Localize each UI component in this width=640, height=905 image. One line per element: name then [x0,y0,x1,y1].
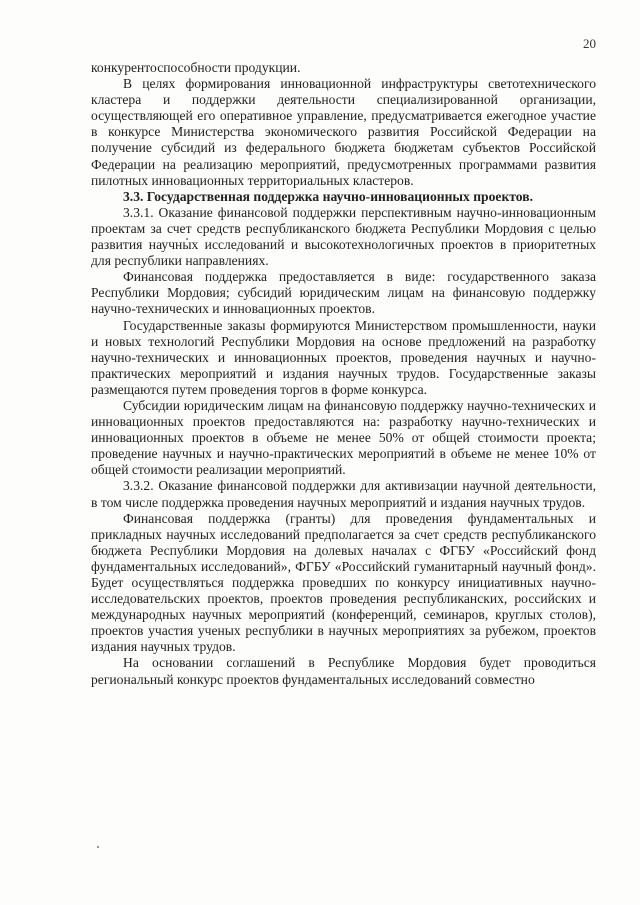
section-heading: 3.3. Государственная поддержка научно-инновационных проектов. [123,188,533,204]
paragraph: В целях формирования инновационной инфраструктуры светотехнического кластера и поддержки деятельности специализированной организации, осуществляющей его оперативное управление, предусматривается ежегодное участие в конкурсе Министерства экономического развития Российской Федерации на получение субсидий из федерального бюджета бюджетам субъектов Российской Федерации на реализацию мероприятий, предусмотренных программами развития пилотных инновационных территориальных кластеров. [91,76,596,188]
paragraph: Финансовая поддержка (гранты) для проведения фундаментальных и прикладных научных исследований предполагается за счет средств республиканского бюджета Республики Мордовия на долевых началах с ФГБУ «Российский фонд фундаментальных исследований», ФГБУ «Российский гуманитарный научный фонд». Будет осуществляться поддержка проведших по конкурсу инициативных научно-исследовательских проектов, проектов проведения республиканских, российских и международных научных мероприятий (конференций, семинаров, круглых столов), проектов участия ученых республики в научных мероприятиях за рубежом, проектов издания научных трудов. [91,510,596,655]
paragraph: конкурентоспособности продукции. [91,60,301,75]
paragraph: Финансовая поддержка предоставляется в виде: государственного заказа Республики Мордовия; субсидий юридическим лицам на финансовую поддержку научно-технических и инновационных проектов. [91,269,596,317]
scan-speck [97,846,99,848]
paragraph: 3.3.2. Оказание финансовой поддержки для активизации научной деятельности, в том числе поддержка проведения научных мероприятий и издания научных трудов. [91,478,596,510]
page-number: 20 [583,36,596,51]
document-body [91,60,596,688]
paragraph: Субсидии юридическим лицам на финансовую поддержку научно-технических и инновационных проектов предоставляются на: разработку научно-технических и инновационных проектов в объеме не менее 50% от общей стоимости проекта; проведение научных и научно-практических мероприятий в объеме не менее 10% от общей стоимости реализации мероприятий. [91,397,596,478]
paragraph: Государственные заказы формируются Министерством промышленности, науки и новых технологий Республики Мордовия на основе предложений на разработку научно-технических и инновационных проектов, проведения научных и научно-практических мероприятий и издания научных трудов. Государственные заказы размещаются путем проведения торгов в форме конкурса. [91,317,596,397]
paragraph: На основании соглашений в Республике Мордовия будет проводиться региональный конкурс проектов фундаментальных исследований совместно [91,655,596,687]
paragraph: 3.3.1. Оказание финансовой поддержки перспективным научно-инновационным проектам за счет средств республиканского бюджета Республики Мордовия с целью развития научных исследований и высокотехнологичных проектов в приоритетных для республики направлениях. [91,204,596,269]
